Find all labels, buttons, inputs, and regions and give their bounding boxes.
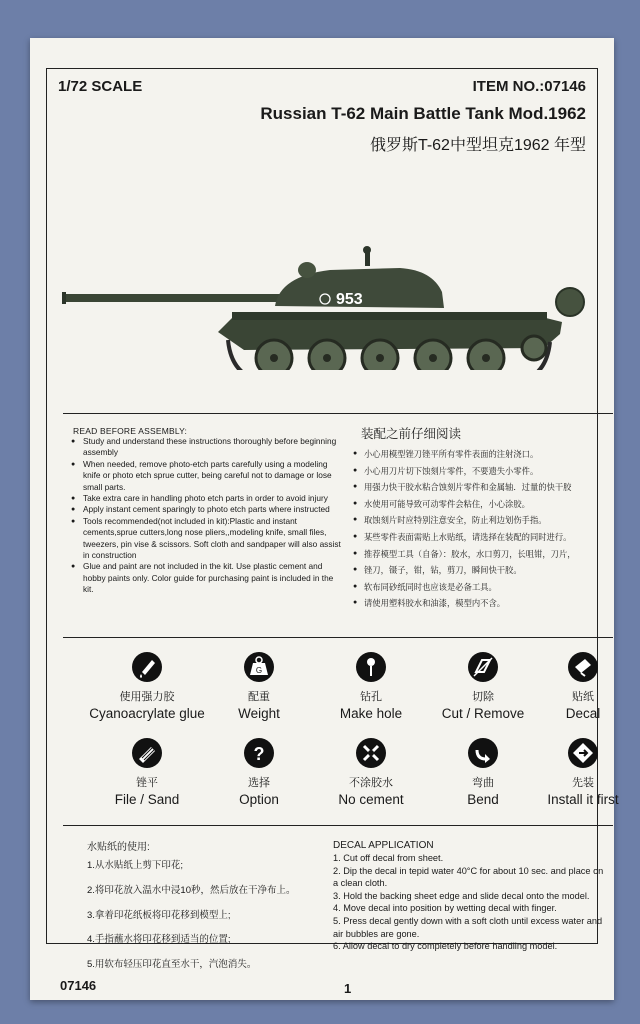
- symbol-install-first: [523, 738, 640, 807]
- list-item: 5.用软布轻压印花直至水干，汽泡消失。: [87, 959, 257, 971]
- symbol-option: [199, 738, 319, 807]
- page-number: 1: [344, 981, 352, 996]
- symbol-legend: [63, 637, 619, 826]
- list-item: 2. Dip the decal in tepid water 40°C for about 10 sec. and place on a clean cloth.: [333, 865, 604, 889]
- file-icon: [132, 738, 162, 768]
- read-before-list-cn: [353, 446, 608, 612]
- title-english: Russian T-62 Main Battle Tank Mod.1962: [260, 104, 586, 123]
- symbol-label-en: Decal: [565, 706, 601, 721]
- no-cement-icon: [356, 738, 386, 768]
- symbol-label-cn: 配重: [248, 691, 270, 703]
- decal-application: [63, 825, 613, 974]
- page-frame: [46, 68, 619, 971]
- list-item: ● 锉刀，镊子，钳，钻，剪刀，瞬间快干胶。: [353, 562, 608, 579]
- symbol-label-cn: 不涂胶水: [349, 777, 393, 789]
- list-item: 6. Allow decal to dry completely before handling model.: [333, 941, 558, 952]
- svg-text:?: ?: [253, 744, 265, 764]
- list-item: 3.拿着印花纸板将印花移到模型上;: [87, 909, 231, 921]
- decal-icon: [568, 652, 598, 682]
- list-item: ● Study and understand these instructions thoroughly before beginning assembly: [71, 436, 341, 459]
- symbol-label-cn: 使用强力胶: [119, 691, 175, 703]
- list-item: ● 请使用塑料胶水和油漆，模型内不含。: [353, 595, 608, 612]
- symbol-file: [87, 738, 207, 807]
- symbol-label-en: Cyanoacrylate glue: [89, 706, 205, 721]
- symbol-label-en: Make hole: [339, 706, 403, 721]
- symbol-label-en: File / Sand: [114, 792, 180, 807]
- symbol-label-cn: 钻孔: [360, 691, 382, 703]
- weight-icon: [244, 652, 274, 682]
- list-item: 4.手指蘸水将印花移到适当的位置;: [87, 934, 231, 946]
- list-item: ● Tools recommended(not included in kit):Plastic and instant cements,sprue cutters,long nose pliers,,modeling knife, small files, tweezers, pin vise & scissors. Soft cloth and sandpaper will also assist in construction: [71, 516, 341, 562]
- decal-list-cn: [87, 854, 296, 978]
- symbol-label-en: No cement: [338, 792, 404, 807]
- list-item: 1.从水贴纸上剪下印花;: [87, 860, 184, 871]
- list-item: ● Take extra care in handling photo etch parts in order to avoid injury: [71, 493, 341, 504]
- decal-list: [333, 852, 605, 953]
- cut-icon: [468, 652, 498, 682]
- list-item: 4. Move decal into position by wetting decal with finger.: [333, 903, 557, 914]
- list-item: ● Glue and paint are not included in the kit. Use plastic cement and hobby paints only. Color guide for purchasing paint is included in the kit.: [71, 561, 341, 595]
- scale-label: 1/72 SCALE: [58, 78, 143, 95]
- hull-number: 953: [336, 291, 363, 308]
- list-item: ● 小心用模型锉刀锉平所有零件表面的注射浇口。: [353, 446, 608, 463]
- symbol-label-en: Weight: [238, 706, 280, 721]
- list-item: 2.将印花放入温水中浸10秒，然后放在干净布上。: [87, 884, 296, 896]
- symbol-label-cn: 弯曲: [472, 777, 494, 789]
- read-before-assembly: [63, 413, 613, 638]
- read-before-list: [71, 436, 341, 596]
- symbol-drill: [311, 652, 431, 721]
- list-item: ● When needed, remove photo-etch parts carefully using a modeling knife or photo etch sprue cutter, being careful not to damage or lose small parts.: [71, 459, 341, 493]
- list-item: ● 用强力快干胶水粘合蚀刻片零件和金属轴．过量的快干胶: [353, 479, 608, 496]
- symbol-label-en: Option: [239, 792, 279, 807]
- bend-icon: [468, 738, 498, 768]
- list-item: ● 某些零件表面需贴上水贴纸，请选择在装配的同时进行。: [353, 529, 608, 546]
- read-before-title: READ BEFORE ASSEMBLY:: [73, 426, 188, 436]
- drill-icon: [356, 652, 386, 682]
- instruction-sheet: [30, 38, 619, 1000]
- list-item: 1. Cut off decal from sheet.: [333, 853, 444, 863]
- question-icon: [244, 738, 274, 768]
- symbol-label-en: Cut / Remove: [441, 706, 525, 721]
- list-item: ● 软布同砂纸同时也应该是必备工具。: [353, 579, 608, 596]
- symbol-weight: [199, 652, 319, 721]
- list-item: ● 取蚀刻片时应特别注意安全，防止利边划伤手指。: [353, 512, 608, 529]
- symbol-label-cn: 选择: [248, 777, 270, 789]
- symbol-no-cement: [311, 738, 431, 807]
- title-chinese: 俄罗斯T-62中型坦克1962 年型: [369, 137, 586, 154]
- decal-title-cn: 水贴纸的使用:: [87, 842, 150, 853]
- svg-text:G: G: [255, 666, 263, 675]
- symbol-decal: [523, 652, 640, 721]
- symbol-label-en: Install it first: [547, 792, 619, 807]
- symbol-label-cn: 先装: [572, 777, 594, 789]
- list-item: ● 小心用刀片切下蚀刻片零件，不要遗失小零件。: [353, 463, 608, 480]
- symbol-label-en: Bend: [467, 792, 499, 807]
- glue-drop-icon: [132, 652, 162, 682]
- symbol-label-cn: 贴纸: [572, 691, 594, 703]
- footer-item-code: 07146: [60, 978, 97, 993]
- item-number: ITEM NO.:07146: [472, 78, 586, 95]
- install-first-icon: [568, 738, 598, 768]
- list-item: 3. Hold the backing sheet edge and slide decal onto the model.: [333, 890, 590, 901]
- list-item: ● Apply instant cement sparingly to photo etch parts where instructed: [71, 504, 341, 515]
- symbol-label-cn: 切除: [472, 691, 494, 703]
- symbol-label-cn: 锉平: [136, 777, 158, 789]
- decal-title: DECAL APPLICATION: [333, 840, 434, 851]
- list-item: ● 水使用可能导致可动零件会粘住，小心涂胶。: [353, 496, 608, 513]
- read-before-title-cn: 装配之前仔细阅读: [361, 426, 462, 441]
- symbol-glue: [87, 652, 207, 721]
- list-item: ● 推荐模型工具（自备）：胶水，水口剪刀，长咀钳，刀片，: [353, 546, 608, 563]
- list-item: 5. Press decal gently down with a soft cloth until excess water and air bubbles are gone.: [333, 915, 603, 939]
